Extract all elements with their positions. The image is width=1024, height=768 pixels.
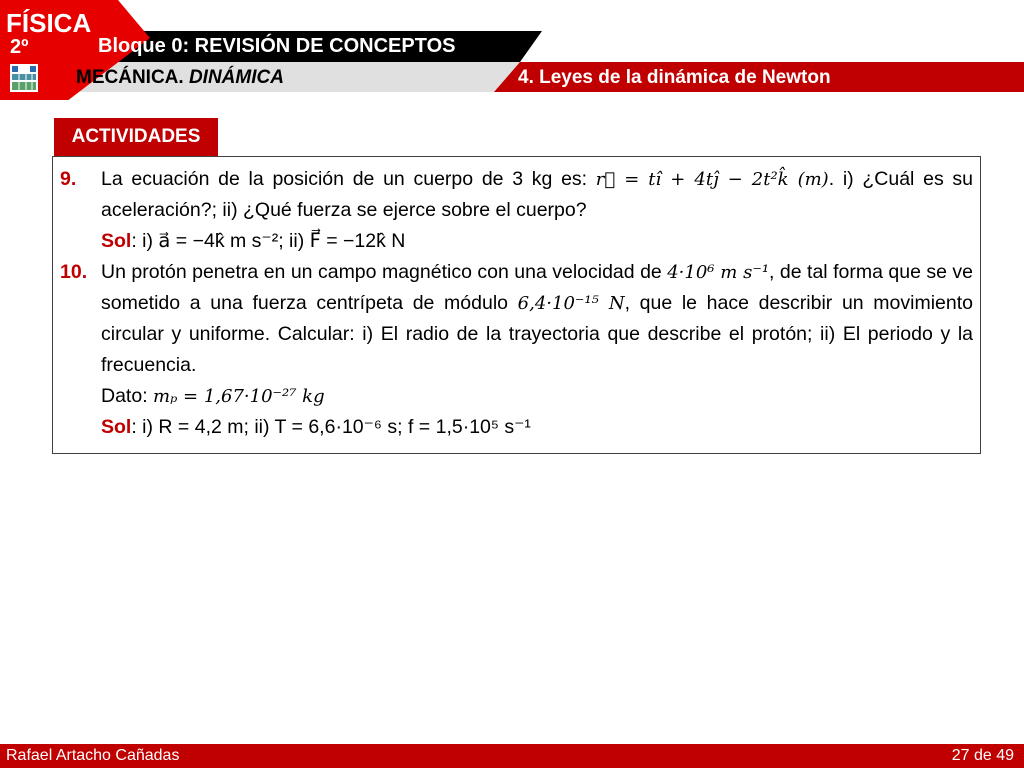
exercise-text: Un protón penetra en un campo magnético con una velocidad de: [101, 261, 668, 283]
page-number: 27 de 49: [951, 747, 1014, 764]
exercise-text: , de tal forma que se ve sometido a una fuerza centrípeta de módulo: [101, 261, 974, 314]
solution-line: [101, 226, 973, 257]
exercise-text: La ecuación de la posición de un cuerpo de 3 kg es:: [101, 168, 596, 190]
solution-text: : i) R = 4,2 m; ii) T = 6,6·10⁻⁶ s; f = 1,5·10⁵ s⁻¹: [131, 416, 531, 438]
proton-mass: mₚ = 1,67·10⁻²⁷ kg: [153, 386, 325, 407]
periodic-table-icon: [10, 64, 38, 92]
data-line: [101, 381, 973, 412]
exercise-number: 10.: [60, 261, 88, 283]
unit-main: MECÁNICA.: [76, 67, 189, 88]
exercise-9: [60, 164, 973, 257]
subject-title: FÍSICA: [6, 8, 92, 38]
exercise-number: 9.: [60, 168, 77, 190]
solution-label: Sol: [101, 230, 132, 252]
velocity-value: 4·10⁶ m s⁻¹: [667, 262, 770, 283]
exercise-text: , que le hace describir un movimiento circular y uniforme. Calcular: i) El radio de la trayectoria que describe el protón; ii) El periodo y la frecuencia.: [101, 292, 974, 376]
force-value: 6,4·10⁻¹⁵ N: [517, 293, 625, 314]
solution-text: : i) a⃗ = −4k̂ m s⁻²; ii) F⃗ = −12k̂ N: [131, 230, 406, 252]
position-equation: r⃗ = tî + 4tĵ − 2t²k̂ (m): [595, 169, 829, 190]
exercise-text: . i) ¿Cuál es su aceleración?; ii) ¿Qué fuerza se ejerce sobre el cuerpo?: [101, 168, 973, 221]
exercise-list: [60, 164, 973, 443]
activities-tag: ACTIVIDADES: [54, 118, 218, 156]
solution-line: [101, 412, 973, 443]
topic-title: 4. Leyes de la dinámica de Newton: [518, 67, 831, 88]
unit-title: [76, 64, 284, 92]
solution-label: Sol: [101, 416, 132, 438]
footer-author: Rafael Artacho Cañadas: [6, 747, 180, 764]
unit-sub: DINÁMICA: [188, 67, 284, 88]
block-title: Bloque 0: REVISIÓN DE CONCEPTOS: [98, 35, 456, 57]
exercise-10: [60, 257, 973, 443]
grade-label: 2º: [10, 36, 29, 58]
data-label: Dato:: [101, 385, 154, 407]
